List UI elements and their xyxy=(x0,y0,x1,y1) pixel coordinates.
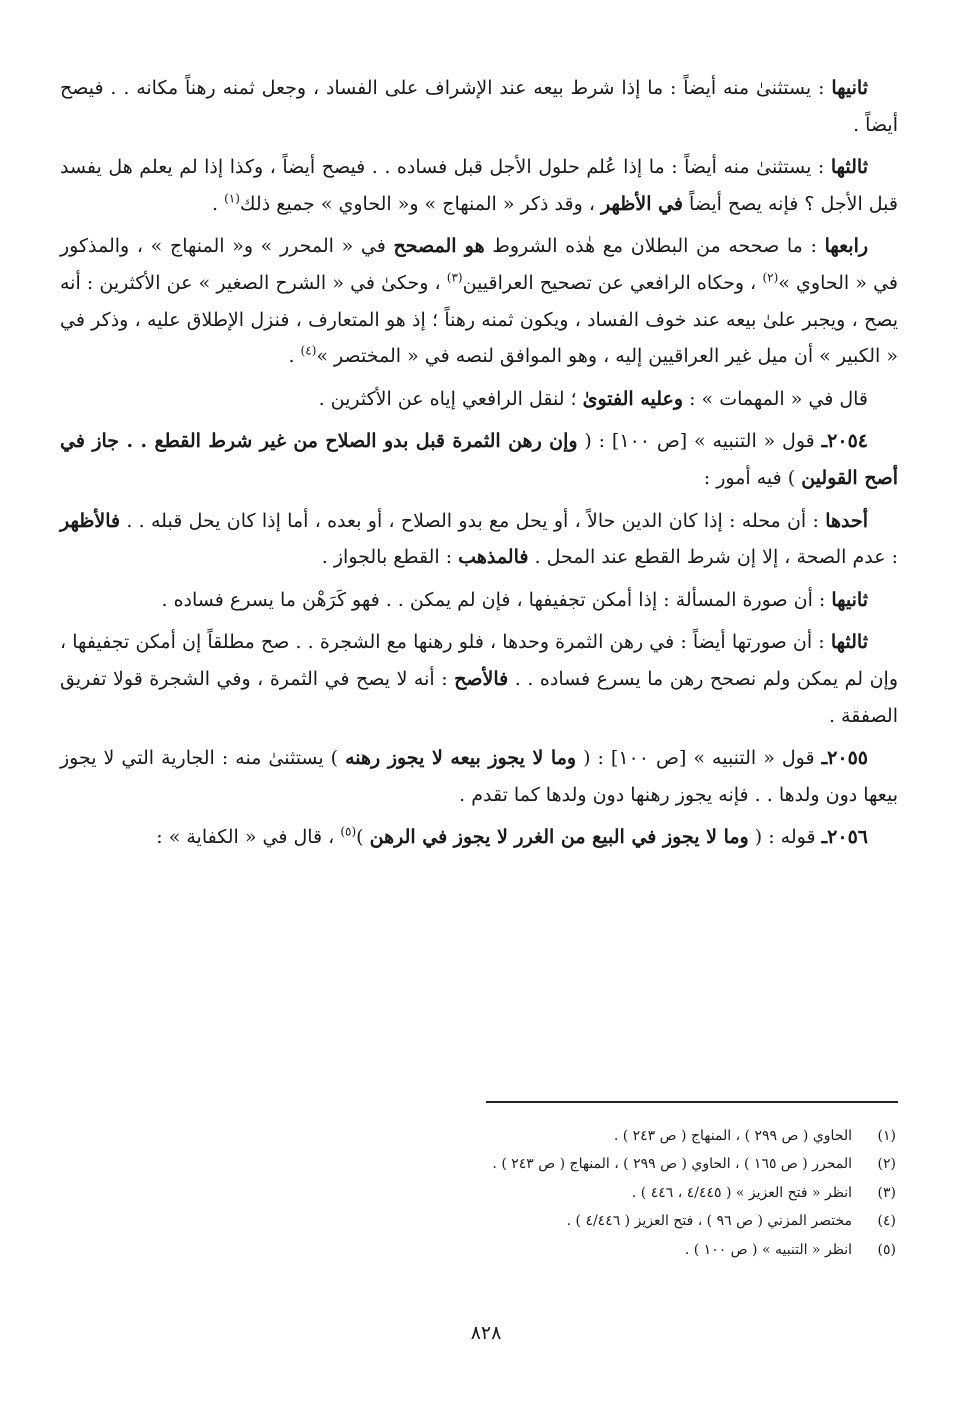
paragraph-text: . xyxy=(212,192,225,215)
paragraph-first xyxy=(60,503,898,576)
entry-2056 xyxy=(60,819,898,856)
page-number: ٨٢٨ xyxy=(470,1322,502,1344)
footnote-separator xyxy=(486,1101,898,1103)
paragraph-lead: ثالثها xyxy=(830,631,868,654)
footnote-item xyxy=(300,1122,896,1150)
entry-2055 xyxy=(60,740,898,813)
footnote-item xyxy=(300,1179,896,1207)
paragraph-text: : أن محله : إذا كان الدين حالاً ، أو يحل مع بدو الصلاح ، أو بعده ، أما إذا كان يحل قبله . . xyxy=(120,509,826,532)
footnote-ref: (٢) xyxy=(762,270,779,285)
paragraph-text: قول « التنبيه » [ص ١٠٠] : ( xyxy=(577,430,822,453)
entry-number: ٢٠٥٥ـ xyxy=(821,747,868,770)
paragraph-text: : أن صورتها أيضاً : في رهن الثمرة وحدها ، فلو رهنها مع الشجرة . . صح مطلقاً إن أمكن تجفيفها ، وإن لم يمكن ولم نصحح رهن ما يسرع فساده . . xyxy=(60,631,898,690)
paragraph-text: : أنه لا يصح في الثمرة ، وفي الشجرة قولا تفريق الصفقة . xyxy=(60,667,898,727)
paragraph-text: ، وحكىٰ في « الشرح الصغير » عن الأكثرين : أنه يصح ، ويجبر علىٰ بيعه عند خوف الفساد ، ويكون ثمنه رهناً ؛ إذ هو المتعارف ، فنزل الإطلاق عليه ، وذكر في « الكبير » أن ميل غير العراقيين إليه ، وهو الموافق لنصه في « المختصر » xyxy=(60,271,898,368)
quoted-text: وما لا يجوز بيعه لا يجوز رهنه xyxy=(345,747,577,770)
paragraph-second-b xyxy=(60,582,898,619)
paragraph-text: : أن صورة المسألة : إذا أمكن تجفيفها ، فإن لم يمكن . . فهو كَرَهْن ما يسرع فساده . xyxy=(161,588,832,611)
footnote-item xyxy=(300,1207,896,1235)
bold-term: فالمذهب xyxy=(458,546,529,569)
footnote-number: (٣) xyxy=(877,1184,896,1201)
paragraph-text: ؛ لنقل الرافعي إياه عن الأكثرين . xyxy=(318,387,583,410)
footnote-text: مختصر المزني ( ص ٩٦ ) ، فتح العزيز ( ٤/٤٤٦ ) . xyxy=(566,1213,852,1230)
paragraph-lead: ثانيها xyxy=(831,77,868,99)
footnote-number: (٤) xyxy=(877,1213,896,1230)
footnote-text: انظر « التنبيه » ( ص ١٠٠ ) . xyxy=(684,1241,852,1258)
footnote-item xyxy=(300,1236,896,1264)
bold-term: فالأصح xyxy=(454,667,509,690)
entry-2054 xyxy=(60,423,898,496)
paragraph-third xyxy=(60,149,898,222)
bold-term: في الأظهر xyxy=(601,192,684,215)
footnote-ref: (٣) xyxy=(446,270,463,285)
paragraph-text: ) يستثنىٰ منه : الجارية التي لا يجوز بيعها دون ولدها . . فإنه يجوز رهنها دون ولدها كما تقدم . xyxy=(60,747,898,806)
paragraph-text: ) فيه أمور : xyxy=(703,466,802,489)
footnote-text: المحرر ( ص ١٦٥ ) ، الحاوي ( ص ٢٩٩ ) ، المنهاج ( ص ٢٤٣ ) . xyxy=(492,1156,852,1173)
bold-term: فالأظهر xyxy=(60,509,121,532)
footnote-ref: (١) xyxy=(224,191,240,206)
paragraph-lead: ثالثها xyxy=(830,156,868,179)
paragraph-text: قوله : ( xyxy=(748,826,822,849)
paragraph-second xyxy=(60,70,898,143)
paragraph-third-b xyxy=(60,624,898,734)
paragraph-text: : عدم الصحة ، إلا إن شرط القطع عند المحل . xyxy=(528,546,898,569)
bold-term: هو المصحح xyxy=(393,235,485,258)
footnote-number: (٢) xyxy=(877,1156,896,1173)
paragraph-lead: ثانيها xyxy=(831,588,868,611)
footnote-item xyxy=(300,1150,896,1178)
footnote-text: الحاوي ( ص ٢٩٩ ) ، المنهاج ( ص ٢٤٣ ) . xyxy=(613,1128,852,1144)
entry-number: ٢٠٥٤ـ xyxy=(821,430,868,453)
paragraph-text: قال في « المهمات » : xyxy=(683,387,868,410)
paragraph-text: : يستثنىٰ منه أيضاً : ما إذا عُلم حلول الأجل قبل فساده . . فيصح أيضاً ، وكذا إذا لم يعلم هل يفسد قبل الأجل ؟ فإنه يصح أيضاً xyxy=(60,156,898,215)
paragraph-text: : ما صححه من البطلان مع هٰذه الشروط xyxy=(484,235,825,258)
paragraph-text: ، وقد ذكر « المنهاج » و« الحاوي » جميع ذلك xyxy=(239,192,601,215)
quoted-text: وما لا يجوز في البيع من الغرر لا يجوز في الرهن xyxy=(369,826,749,849)
paragraph-text: . xyxy=(288,345,301,368)
footnotes xyxy=(300,1122,896,1264)
paragraph-lead: رابعها xyxy=(824,235,869,258)
paragraph-text: : يستثنىٰ منه أيضاً : ما إذا شرط بيعه عند الإشراف على الفساد ، وجعل ثمنه رهناً مكانه . . فيصح أيضاً . xyxy=(60,77,898,136)
quoted-text: وإن رهن الثمرة قبل بدو الصلاح من غير شرط القطع . . جاز في أصح القولين xyxy=(60,430,898,489)
bold-term: وعليه الفتوىٰ xyxy=(582,387,684,410)
footnote-ref: (٤) xyxy=(300,343,317,358)
footnote-text: انظر « فتح العزيز » ( ٤/٤٤٥ ، ٤٤٦ ) . xyxy=(631,1184,852,1201)
paragraph-lead: أحدها xyxy=(825,509,868,532)
footnote-number: (٥) xyxy=(877,1241,896,1258)
paragraph-text: قول « التنبيه » [ص ١٠٠] : ( xyxy=(576,747,822,770)
paragraph-text: ) xyxy=(356,826,370,849)
paragraph-text: ، وحكاه الرافعي عن تصحيح العراقيين xyxy=(462,271,763,294)
paragraph-fourth xyxy=(60,228,898,374)
footnote-number: (١) xyxy=(877,1128,896,1144)
paragraph-text: ، قال في « الكفاية » : xyxy=(156,826,341,849)
entry-number: ٢٠٥٦ـ xyxy=(821,826,868,849)
paragraph-text: في « المحرر » و« المنهاج » ، والمذكور في « الحاوي » xyxy=(60,235,898,294)
paragraph-text: : القطع بالجواز . xyxy=(321,546,459,569)
footnote-ref: (٥) xyxy=(340,824,357,839)
paragraph-muhimmat xyxy=(60,381,898,418)
main-text xyxy=(60,70,898,862)
